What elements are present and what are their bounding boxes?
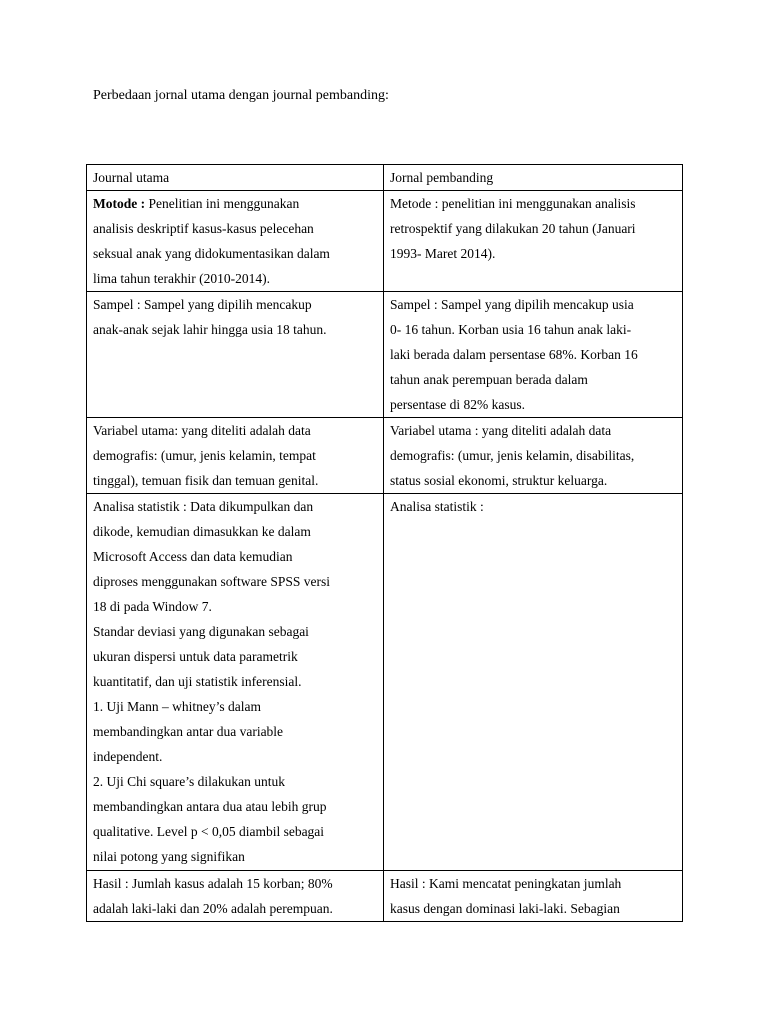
metode-pembanding-line-1: Metode : penelitian ini menggunakan analisis (390, 196, 636, 211)
header-jornal-pembanding: Jornal pembanding (384, 165, 683, 191)
variabel-utama-line-3: tinggal), temuan fisik dan temuan genital. (93, 473, 319, 488)
metode-utama-line-2: analisis deskriptif kasus-kasus pelecehan (93, 221, 314, 236)
hasil-utama-cell (87, 871, 384, 922)
analisa-utama-line-8: kuantitatif, dan uji statistik inferensial. (93, 674, 302, 689)
page-heading: Perbedaan jornal utama dengan journal pembanding: (93, 88, 389, 103)
metode-pembanding-line-2: retrospektif yang dilakukan 20 tahun (Januari (390, 221, 636, 236)
analisa-utama-line-12: 2. Uji Chi square’s dilakukan untuk (93, 774, 285, 789)
variabel-utama-line-2: demografis: (umur, jenis kelamin, tempat (93, 448, 316, 463)
hasil-utama-line-1: Hasil : Jumlah kasus adalah 15 korban; 80% (93, 876, 333, 891)
sampel-pembanding-line-2: 0- 16 tahun. Korban usia 16 tahun anak laki- (390, 322, 632, 337)
table-header-row (87, 165, 683, 191)
sampel-utama-cell (87, 292, 384, 418)
analisa-utama-line-6: Standar deviasi yang digunakan sebagai (93, 624, 309, 639)
metode-pembanding-cell (384, 191, 683, 292)
analisa-utama-line-13: membandingkan antara dua atau lebih grup (93, 799, 327, 814)
hasil-utama-line-2: adalah laki-laki dan 20% adalah perempuan. (93, 901, 333, 916)
variabel-pembanding-line-3: status sosial ekonomi, struktur keluarga. (390, 473, 608, 488)
sampel-pembanding-line-4: tahun anak perempuan berada dalam (390, 372, 588, 387)
sampel-pembanding-line-5: persentase di 82% kasus. (390, 397, 525, 412)
hasil-pembanding-cell (384, 871, 683, 922)
metode-utama-line-4: lima tahun terakhir (2010-2014). (93, 271, 270, 286)
comparison-table (86, 164, 683, 922)
metode-pembanding-line-3: 1993- Maret 2014). (390, 246, 496, 261)
variabel-pembanding-line-2: demografis: (umur, jenis kelamin, disabilitas, (390, 448, 635, 463)
table-row (87, 871, 683, 922)
analisa-utama-line-10: membandingkan antar dua variable (93, 724, 284, 739)
analisa-utama-line-3: Microsoft Access dan data kemudian (93, 549, 293, 564)
metode-label: Motode : (93, 196, 146, 211)
sampel-pembanding-line-1: Sampel : Sampel yang dipilih mencakup usia (390, 297, 634, 312)
analisa-pembanding-line-1: Analisa statistik : (390, 499, 484, 514)
analisa-utama-line-11: independent. (93, 749, 163, 764)
analisa-utama-line-5: 18 di pada Window 7. (93, 599, 212, 614)
table-row (87, 494, 683, 871)
sampel-pembanding-cell (384, 292, 683, 418)
analisa-utama-line-15: nilai potong yang signifikan (93, 849, 245, 864)
analisa-utama-line-2: dikode, kemudian dimasukkan ke dalam (93, 524, 311, 539)
analisa-utama-line-4: diproses menggunakan software SPSS versi (93, 574, 330, 589)
variabel-pembanding-cell (384, 418, 683, 494)
analisa-pembanding-cell (384, 494, 683, 871)
table-row (87, 191, 683, 292)
hasil-pembanding-line-1: Hasil : Kami mencatat peningkatan jumlah (390, 876, 622, 891)
variabel-pembanding-line-1: Variabel utama : yang diteliti adalah data (390, 423, 612, 438)
analisa-utama-line-9: 1. Uji Mann – whitney’s dalam (93, 699, 261, 714)
table-row (87, 418, 683, 494)
sampel-pembanding-line-3: laki berada dalam persentase 68%. Korban 16 (390, 347, 638, 362)
metode-utama-line-1: Motode : Penelitian ini menggunakan (93, 196, 300, 211)
metode-utama-cell (87, 191, 384, 292)
hasil-pembanding-line-2: kasus dengan dominasi laki-laki. Sebagian (390, 901, 620, 916)
variabel-utama-line-1: Variabel utama: yang diteliti adalah data (93, 423, 311, 438)
header-journal-utama: Journal utama (87, 165, 384, 191)
analisa-utama-cell (87, 494, 384, 871)
variabel-utama-cell (87, 418, 384, 494)
analisa-utama-line-14: qualitative. Level p < 0,05 diambil sebagai (93, 824, 325, 839)
sampel-utama-line-1: Sampel : Sampel yang dipilih mencakup (93, 297, 312, 312)
analisa-utama-line-1: Analisa statistik : Data dikumpulkan dan (93, 499, 314, 514)
table-row (87, 292, 683, 418)
analisa-utama-line-7: ukuran dispersi untuk data parametrik (93, 649, 298, 664)
metode-utama-line-3: seksual anak yang didokumentasikan dalam (93, 246, 330, 261)
sampel-utama-line-2: anak-anak sejak lahir hingga usia 18 tahun. (93, 322, 327, 337)
